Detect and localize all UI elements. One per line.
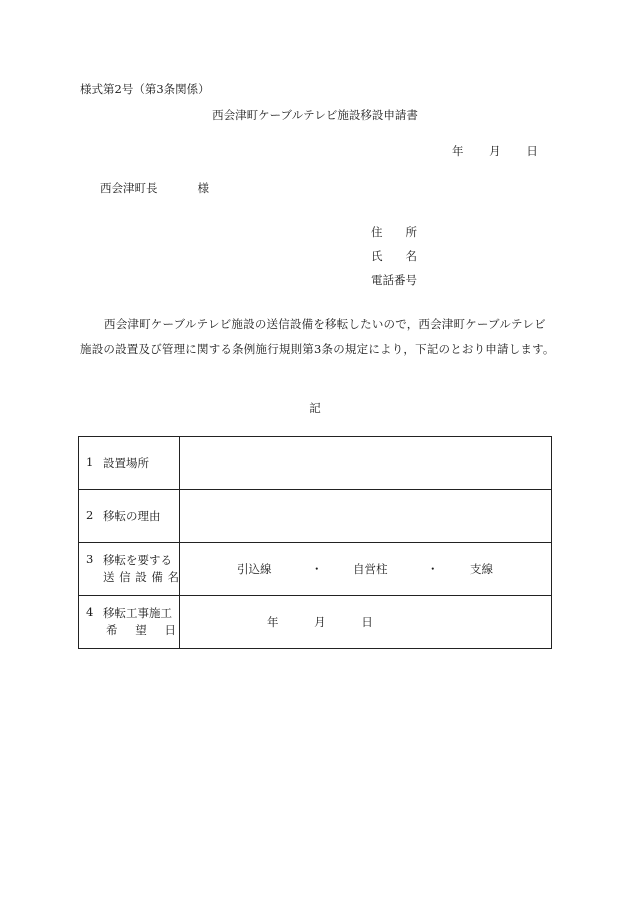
construction-day-label: 日 xyxy=(361,615,373,629)
application-date xyxy=(452,143,538,159)
table-row xyxy=(79,543,552,596)
construction-year-label: 年 xyxy=(267,615,279,629)
option-separator: ・ xyxy=(311,562,323,576)
sender-name-label: 氏 名 xyxy=(371,249,417,263)
option-guy-wire[interactable]: 支線 xyxy=(470,562,493,576)
transmission-equipment-options[interactable] xyxy=(180,543,552,596)
desired-construction-date-label: 4 移転工事施工 希 望 日 xyxy=(79,596,180,649)
addressee-honorific: 様 xyxy=(197,181,209,195)
sender-phone-label: 電話番号 xyxy=(371,273,417,287)
transmission-equipment-label: 3 移転を要する 送 信 設 備 名 xyxy=(79,543,180,596)
form-number: 様式第2号（第3条関係） xyxy=(80,82,210,96)
relocation-reason-label: 2 移転の理由 xyxy=(79,490,180,543)
option-separator: ・ xyxy=(427,562,439,576)
date-month-label: 月 xyxy=(489,144,501,158)
installation-location-field[interactable] xyxy=(180,437,552,490)
addressee xyxy=(100,180,209,196)
relocation-reason-field[interactable] xyxy=(180,490,552,543)
table-row xyxy=(79,490,552,543)
date-day-label: 日 xyxy=(526,144,538,158)
sender-address-label: 住 所 xyxy=(371,225,417,239)
date-year-label: 年 xyxy=(452,144,464,158)
option-private-pole[interactable]: 自営柱 xyxy=(353,562,388,576)
document-title: 西会津町ケーブルテレビ施設移設申請書 xyxy=(212,108,418,122)
desired-construction-date-field[interactable] xyxy=(180,596,552,649)
addressee-name: 西会津町長 xyxy=(100,181,158,195)
table-row xyxy=(79,596,552,649)
installation-location-label: 1 設置場所 xyxy=(79,437,180,490)
table-row xyxy=(79,437,552,490)
ki-heading: 記 xyxy=(309,401,321,415)
application-form-table xyxy=(78,436,552,649)
construction-month-label: 月 xyxy=(314,615,326,629)
option-service-drop[interactable]: 引込線 xyxy=(237,562,272,576)
application-body-text: 西会津町ケーブルテレビ施設の送信設備を移転したいので，西会津町ケーブルテレビ施設の設置及び管理に関する条例施行規則第3条の規定により，下記のとおり申請します。 xyxy=(80,317,555,356)
